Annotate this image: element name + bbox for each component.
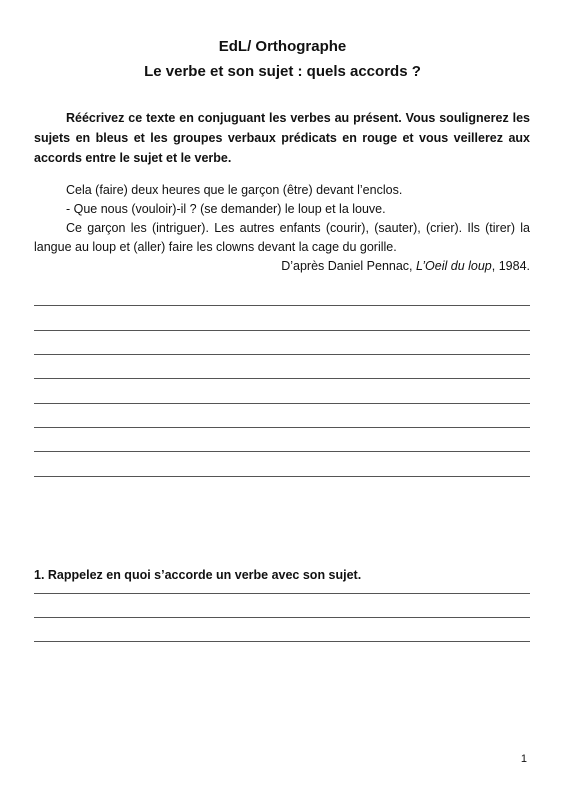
answer-line[interactable] [34,378,530,379]
passage-paragraph: - Que nous (vouloir)-il ? (se demander) le loup et la louve. [66,202,386,216]
page-title: EdL/ Orthographe [218,38,347,55]
exercise-passage [34,181,530,276]
page-number: 1 [520,753,527,765]
answer-line[interactable] [34,403,530,404]
answer-line[interactable] [34,305,530,306]
passage-source [34,257,530,276]
question-1: 1. Rappelez en quoi s’accorde un verbe avec son sujet. [34,568,362,582]
answer-line[interactable] [34,330,530,331]
exercise-instruction: Réécrivez ce texte en conjuguant les verbes au présent. Vous soulignerez les sujets en bleus et les groupes verbaux prédicats en rouge et vous veillerez aux accords entre le sujet et le verbe. [34,111,530,165]
source-prefix: D’après Daniel Pennac, [281,259,416,273]
source-title: L’Oeil du loup [416,259,492,273]
passage-paragraph: Ce garçon les (intriguer). Les autres enfants (courir), (sauter), (crier). Ils (tirer) la langue au loup et (aller) faire les clowns devant la cage du gorille. [34,221,530,254]
answer-line[interactable] [34,451,530,452]
question-answer-line[interactable] [34,593,530,594]
question-answer-line[interactable] [34,641,530,642]
question-answer-line[interactable] [34,617,530,618]
source-suffix: , 1984. [491,259,530,273]
page-subtitle: Le verbe et son sujet : quels accords ? [144,63,421,80]
answer-line[interactable] [34,354,530,355]
passage-paragraph: Cela (faire) deux heures que le garçon (être) devant l’enclos. [66,183,403,197]
answer-line[interactable] [34,476,530,477]
answer-line[interactable] [34,427,530,428]
